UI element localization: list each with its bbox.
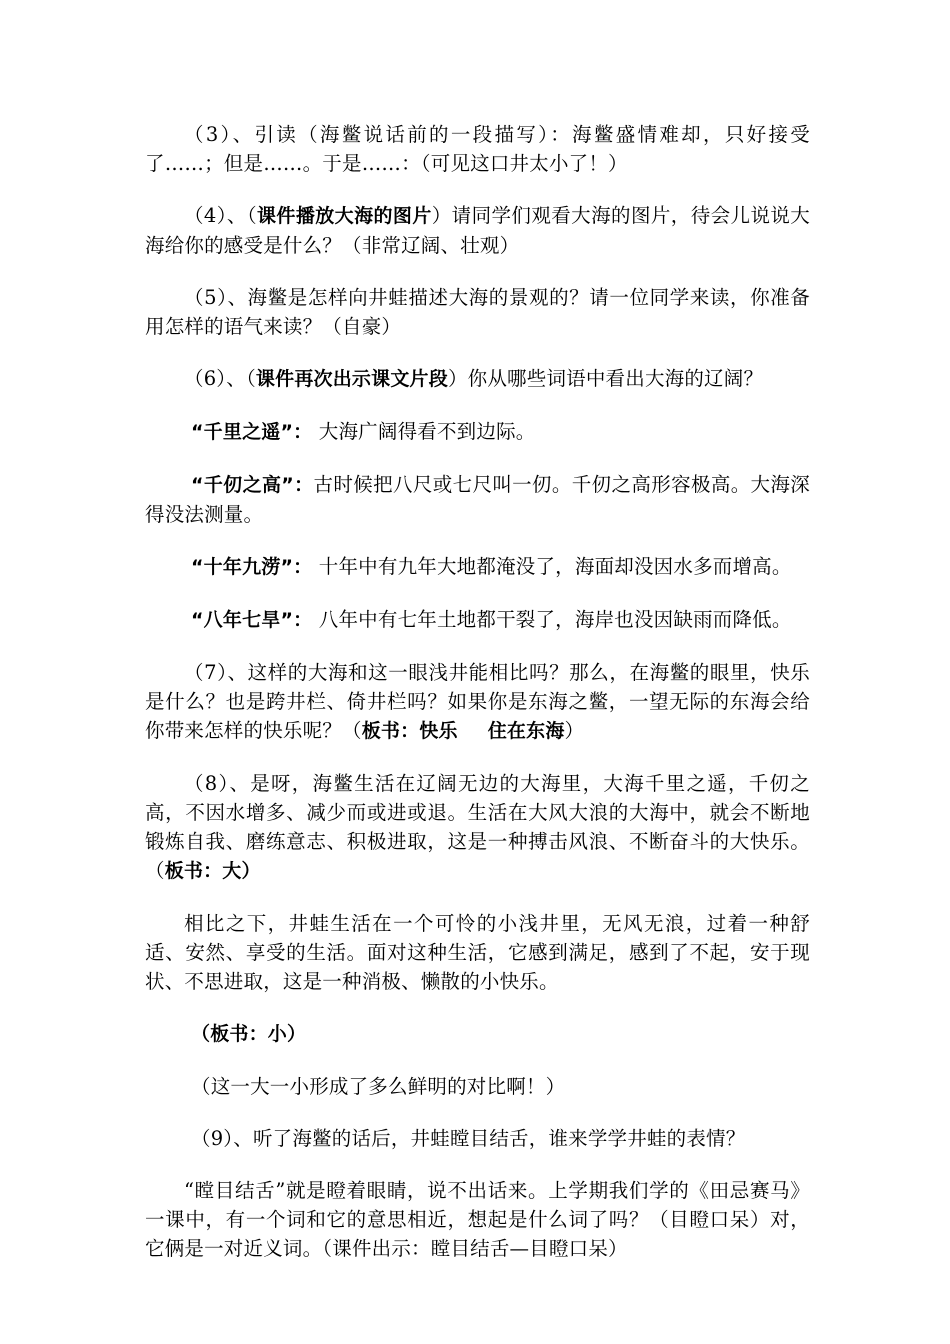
text-run: 十年中有九年大地都淹没了，海面却没因水多而增高。 bbox=[312, 555, 792, 578]
text-run: （8）、是呀，海鳖生活在辽阔无边的大海里，大海千里之遥，千仞之高，不因水增多、减少而或进或退。生活在大风大浪的大海中，就会不断地锻炼自我、磨练意志、积极进取，这是一种搏击风浪、不断奋斗的大快乐。（ bbox=[145, 772, 810, 882]
bold-text: 课件播放大海的图片 bbox=[257, 205, 432, 227]
bold-text: ） bbox=[241, 860, 261, 882]
paragraph-p7 bbox=[145, 658, 810, 746]
text-run: “瞠目结舌”就是瞪着眼睛，说不出话来。上学期我们学的《田忌赛马》一课中，有一个词和它的意思相近，想起是什么词了吗？（目瞪口呆）对，它俩是一对近义词。（课件出示：瞠目结舌—目瞪口呆） bbox=[145, 1179, 810, 1260]
bold-text: “十年九涝”： bbox=[191, 556, 313, 578]
text-run: ）你从哪些词语中看出大海的辽阔？ bbox=[447, 367, 764, 390]
text-run: 八年中有七年土地都干裂了，海岸也没因缺雨而降低。 bbox=[312, 608, 792, 631]
text-run: （4）、（ bbox=[184, 204, 257, 227]
paragraph-w1 bbox=[145, 417, 810, 447]
bold-text: 板书：大 bbox=[164, 860, 242, 882]
paragraph-p13 bbox=[145, 1176, 810, 1263]
paragraph-w2 bbox=[145, 470, 810, 529]
paragraph-p5 bbox=[145, 283, 810, 341]
text-run: （5）、海鳖是怎样向井蛙描述大海的景观的？请一位同学来读，你准备用怎样的语气来读？（自豪） bbox=[145, 286, 810, 338]
paragraph-p9 bbox=[145, 909, 810, 996]
text-run: ）请同学们观看大海的图片，待会儿说说大海给你的感受是什么？（非常辽阔、壮观） bbox=[145, 204, 810, 257]
bold-text: “八年七旱”： bbox=[191, 609, 313, 631]
text-run: （6）、（ bbox=[184, 367, 256, 390]
text-run: ） bbox=[564, 719, 585, 742]
paragraph-p6 bbox=[145, 364, 810, 394]
bold-text: 课件再次出示课文片段 bbox=[255, 368, 448, 390]
document-page bbox=[145, 120, 810, 1286]
paragraph-p4 bbox=[145, 201, 810, 260]
paragraph-p3 bbox=[145, 120, 810, 178]
text-run: 大海广阔得看不到边际。 bbox=[312, 420, 536, 443]
paragraph-p10 bbox=[145, 1019, 810, 1049]
paragraph-w3 bbox=[145, 552, 810, 582]
text-run: （3）、引读（海鳖说话前的一段描写）：海鳖盛情难却，只好接受了……；但是……。于是……：（可见这口井太小了！） bbox=[145, 123, 810, 175]
text-run: （9）、听了海鳖的话后，井蛙瞠目结舌，谁来学学井蛙的表情？ bbox=[191, 1127, 746, 1150]
bold-text: “千里之遥”： bbox=[191, 421, 313, 443]
paragraph-w4 bbox=[145, 605, 810, 635]
bold-text: 板书：快乐 bbox=[361, 720, 458, 742]
paragraph-p11 bbox=[145, 1072, 810, 1101]
text-run: 相比之下，井蛙生活在一个可怜的小浅井里，无风无浪，过着一种舒适、安然、享受的生活。面对这种生活，它感到满足，感到了不起，安于现状、不思进取，这是一种消极、懒散的小快乐。 bbox=[145, 912, 810, 993]
text-run: （7）、这样的大海和这一眼浅井能相比吗？那么，在海鳖的眼里，快乐是什么？也是跨井栏、倚井栏吗？如果你是东海之鳖，一望无际的东海会给你带来怎样的快乐呢？（ bbox=[145, 661, 810, 742]
bold-text: 住在东海 bbox=[487, 720, 565, 742]
bold-text: “千仞之高”： bbox=[191, 474, 314, 496]
text-run: 古时候把八尺或七尺叫一仞。千仞之高形容极高。大海深得没法测量。 bbox=[145, 473, 810, 526]
text-run: （这一大一小形成了多么鲜明的对比啊！） bbox=[191, 1075, 566, 1098]
bold-text: （板书：小） bbox=[191, 1023, 307, 1045]
paragraph-p8 bbox=[145, 769, 810, 886]
paragraph-p12 bbox=[145, 1124, 810, 1153]
